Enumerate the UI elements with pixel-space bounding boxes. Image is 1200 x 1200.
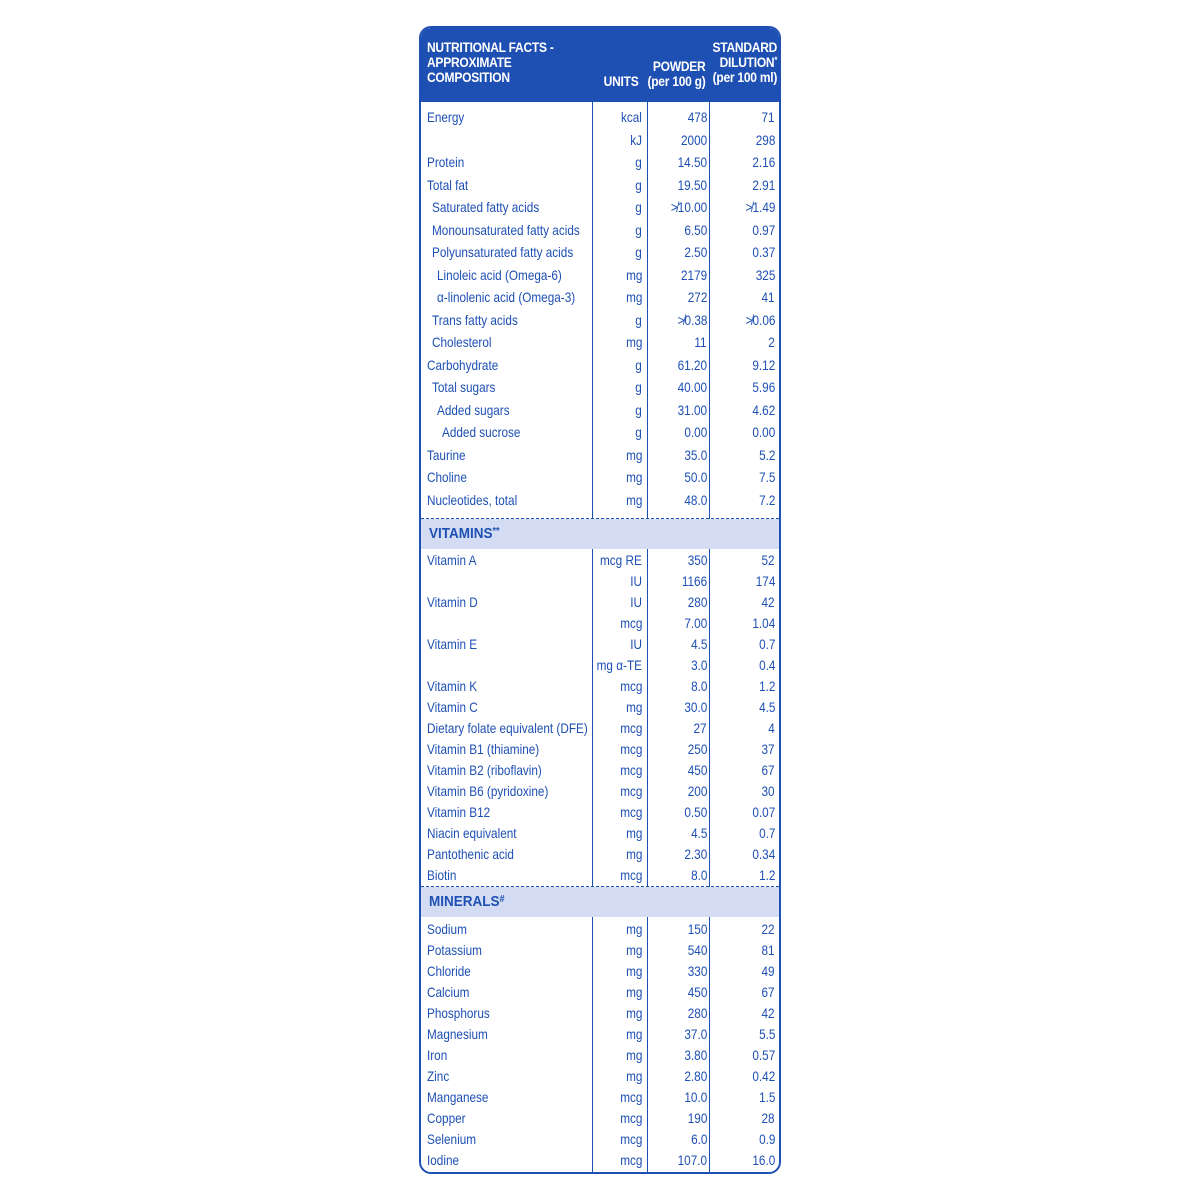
row-units: mg (625, 266, 642, 283)
minerals-section-label: MINERALS (429, 893, 500, 910)
table-row (421, 718, 779, 739)
row-label: Cholesterol (432, 334, 492, 350)
table-row (421, 354, 779, 377)
row-label: Vitamin K (427, 678, 478, 694)
row-label: Biotin (427, 867, 457, 883)
table-row (421, 940, 779, 961)
header-label: NUTRITIONAL FACTS - APPROXIMATE COMPOSITION (427, 39, 554, 85)
row-label: Copper (427, 1110, 466, 1126)
vitamins-section-title (429, 524, 500, 544)
row-powder-value: 11 (694, 334, 707, 350)
row-powder-value: 3.80 (684, 1047, 707, 1063)
header-powder: POWDER (per 100 g) (646, 58, 705, 89)
row-units: g (635, 199, 642, 215)
row-units: g (635, 356, 642, 373)
row-units: mcg (619, 1131, 642, 1147)
table-row (421, 309, 779, 332)
row-dilution-value: 5.5 (758, 1026, 775, 1042)
row-dilution-value: 1.2 (758, 867, 775, 883)
row-label: Potassium (427, 942, 482, 958)
table-row (421, 444, 779, 467)
row-units: mg (625, 334, 642, 350)
table-row (421, 919, 779, 940)
row-label: Vitamin B1 (thiamine) (427, 741, 540, 757)
row-powder-value: 280 (687, 594, 707, 610)
table-row (421, 1045, 779, 1066)
table-row (421, 982, 779, 1003)
table-row (421, 781, 779, 802)
table-row (421, 802, 779, 823)
header-dilution-mark: * (774, 55, 777, 65)
row-label: Vitamin B12 (427, 804, 491, 820)
row-powder-value: 2179 (680, 266, 707, 283)
row-label: Polyunsaturated fatty acids (432, 244, 574, 260)
row-powder-value: ≯0.38 (677, 311, 707, 328)
row-units: mg (625, 1026, 642, 1042)
table-row (421, 1150, 779, 1171)
row-label: Total fat (427, 176, 469, 193)
row-dilution-value: ≯1.49 (745, 199, 775, 215)
row-label: Selenium (427, 1131, 477, 1147)
row-dilution-value: 5.96 (752, 379, 775, 395)
row-powder-value: 2000 (680, 131, 707, 148)
row-label: Protein (427, 154, 465, 170)
row-powder-value: 6.0 (690, 1131, 707, 1147)
row-dilution-value: 2 (768, 334, 775, 350)
table-row (421, 739, 779, 760)
row-units: mg (625, 846, 642, 862)
row-dilution-value: 42 (761, 1005, 775, 1021)
row-label: Niacin equivalent (427, 825, 517, 841)
row-powder-value: 37.0 (684, 1026, 707, 1042)
vitamins-section (421, 519, 779, 549)
row-label: Zinc (427, 1068, 450, 1084)
row-powder-value: ≯10.00 (670, 199, 707, 215)
row-dilution-value: 52 (761, 552, 775, 568)
table-row (421, 1024, 779, 1045)
row-units: mg (625, 921, 642, 937)
row-label: Linoleic acid (Omega-6) (437, 266, 562, 283)
row-units: mcg (619, 1089, 642, 1105)
row-powder-value: 107.0 (677, 1152, 707, 1168)
row-powder-value: 190 (687, 1110, 707, 1126)
row-dilution-value: 0.42 (752, 1068, 775, 1084)
row-label: α-linolenic acid (Omega-3) (437, 289, 576, 305)
nutrition-facts-panel (419, 26, 781, 1174)
row-label: Added sucrose (442, 424, 521, 440)
row-units: mcg (619, 804, 642, 820)
header-dilution-sub: (per 100 ml) (712, 69, 777, 85)
row-units: mg (625, 1068, 642, 1084)
table-header (421, 28, 779, 102)
row-label: Vitamin B2 (riboflavin) (427, 762, 542, 778)
row-dilution-value: ≯0.06 (745, 311, 775, 328)
row-dilution-value: 0.57 (752, 1047, 775, 1063)
row-powder-value: 8.0 (690, 678, 707, 694)
row-units: mcg RE (600, 552, 642, 568)
table-row (421, 676, 779, 697)
row-powder-value: 4.5 (690, 636, 707, 652)
row-dilution-value: 49 (761, 963, 775, 979)
row-dilution-value: 71 (761, 109, 775, 125)
table-row (421, 151, 779, 174)
row-units: mcg (619, 720, 642, 736)
table-row (421, 466, 779, 489)
row-powder-value: 250 (687, 741, 707, 757)
row-label: Carbohydrate (427, 356, 499, 373)
row-powder-value: 0.00 (684, 424, 707, 440)
row-powder-value: 61.20 (677, 356, 707, 373)
row-units: mg α-TE (596, 657, 642, 673)
row-dilution-value: 4 (768, 720, 775, 736)
row-powder-value: 2.80 (684, 1068, 707, 1084)
table-row (421, 241, 779, 264)
row-units: g (635, 176, 642, 193)
row-dilution-value: 22 (761, 921, 775, 937)
table-row (421, 1066, 779, 1087)
row-label: Saturated fatty acids (432, 199, 540, 215)
row-label: Energy (427, 109, 465, 125)
row-dilution-value: 0.4 (758, 657, 775, 673)
row-units: mg (625, 942, 642, 958)
row-dilution-value: 9.12 (752, 356, 775, 373)
row-label: Magnesium (427, 1026, 488, 1042)
row-powder-value: 35.0 (684, 446, 707, 463)
vitamins-section-label: VITAMINS (429, 525, 493, 542)
row-units: mg (625, 825, 642, 841)
table-row (421, 697, 779, 718)
row-units: mcg (619, 867, 642, 883)
row-powder-value: 350 (687, 552, 707, 568)
header-dilution (712, 40, 777, 85)
row-label: Vitamin B6 (pyridoxine) (427, 783, 549, 799)
table-row (421, 760, 779, 781)
table-row (421, 961, 779, 982)
row-dilution-value: 67 (761, 984, 775, 1000)
row-units: mcg (619, 762, 642, 778)
row-powder-value: 31.00 (677, 401, 707, 418)
row-label: Sodium (427, 921, 467, 937)
table-row (421, 1003, 779, 1024)
row-units: mcg (619, 783, 642, 799)
row-powder-value: 2.50 (684, 244, 707, 260)
row-powder-value: 450 (687, 762, 707, 778)
row-powder-value: 0.50 (684, 804, 707, 820)
row-label: Vitamin D (427, 594, 478, 610)
row-dilution-value: 298 (755, 131, 775, 148)
row-units: g (635, 154, 642, 170)
row-label: Vitamin E (427, 636, 478, 652)
table-row (421, 592, 779, 613)
row-dilution-value: 0.00 (752, 424, 775, 440)
table-row (421, 129, 779, 152)
vitamins-section-mark: ** (492, 526, 500, 537)
row-label: Calcium (427, 984, 470, 1000)
minerals-section-title (429, 892, 505, 912)
row-units: IU (630, 594, 642, 610)
table-row (421, 823, 779, 844)
table-row (421, 865, 779, 886)
row-units: g (635, 244, 642, 260)
row-dilution-value: 4.62 (752, 401, 775, 418)
row-units: g (635, 401, 642, 418)
row-label: Trans fatty acids (432, 311, 518, 328)
minerals-section-mark: # (499, 894, 505, 905)
table-row (421, 1087, 779, 1108)
row-units: mg (625, 699, 642, 715)
row-dilution-value: 1.2 (758, 678, 775, 694)
table-row (421, 489, 779, 512)
row-dilution-value: 325 (755, 266, 775, 283)
row-label: Total sugars (432, 379, 496, 395)
row-powder-value: 450 (687, 984, 707, 1000)
row-dilution-value: 1.04 (752, 615, 775, 631)
row-dilution-value: 0.97 (752, 221, 775, 238)
row-dilution-value: 37 (761, 741, 775, 757)
table-row (421, 174, 779, 197)
row-dilution-value: 0.9 (758, 1131, 775, 1147)
row-dilution-value: 2.91 (752, 176, 775, 193)
row-dilution-value: 7.2 (758, 491, 775, 508)
row-units: g (635, 379, 642, 395)
row-dilution-value: 81 (761, 942, 775, 958)
row-powder-value: 3.0 (690, 657, 707, 673)
table-row (421, 655, 779, 676)
row-label: Manganese (427, 1089, 489, 1105)
row-label: Nucleotides, total (427, 491, 518, 508)
row-dilution-value: 2.16 (752, 154, 775, 170)
header-units: UNITS (604, 73, 639, 89)
row-powder-value: 6.50 (684, 221, 707, 238)
row-label: Chloride (427, 963, 471, 979)
row-label: Vitamin A (427, 552, 477, 568)
row-units: g (635, 311, 642, 328)
row-dilution-value: 1.5 (758, 1089, 775, 1105)
row-powder-value: 280 (687, 1005, 707, 1021)
row-units: mg (625, 1005, 642, 1021)
row-powder-value: 330 (687, 963, 707, 979)
row-units: mcg (619, 741, 642, 757)
row-powder-value: 14.50 (677, 154, 707, 170)
table-row (421, 844, 779, 865)
table-row (421, 286, 779, 309)
row-units: mcg (619, 678, 642, 694)
table-row (421, 1129, 779, 1150)
row-units: g (635, 221, 642, 238)
row-powder-value: 10.0 (684, 1089, 707, 1105)
row-powder-value: 2.30 (684, 846, 707, 862)
row-powder-value: 19.50 (677, 176, 707, 193)
row-units: IU (630, 573, 642, 589)
table-row (421, 219, 779, 242)
row-powder-value: 27 (693, 720, 707, 736)
row-units: mg (625, 1047, 642, 1063)
row-units: mg (625, 963, 642, 979)
table-row (421, 376, 779, 399)
row-dilution-value: 7.5 (758, 469, 775, 485)
row-powder-value: 48.0 (684, 491, 707, 508)
row-dilution-value: 30 (761, 783, 775, 799)
table-row (421, 634, 779, 655)
row-units: g (635, 424, 642, 440)
row-powder-value: 200 (687, 783, 707, 799)
row-powder-value: 7.00 (684, 615, 707, 631)
row-label: Dietary folate equivalent (DFE) (427, 720, 588, 736)
row-dilution-value: 5.2 (758, 446, 775, 463)
row-label: Added sugars (437, 401, 510, 418)
row-label: Iron (427, 1047, 448, 1063)
row-units: kJ (630, 131, 642, 148)
row-label: Vitamin C (427, 699, 478, 715)
row-dilution-value: 0.34 (752, 846, 775, 862)
row-dilution-value: 0.7 (758, 825, 775, 841)
row-dilution-value: 4.5 (758, 699, 775, 715)
table-row (421, 399, 779, 422)
table-row (421, 331, 779, 354)
row-units: mg (625, 984, 642, 1000)
row-units: mg (625, 491, 642, 508)
table-row (421, 571, 779, 592)
row-dilution-value: 16.0 (752, 1152, 775, 1168)
row-label: Monounsaturated fatty acids (432, 221, 580, 238)
row-units: mcg (619, 615, 642, 631)
table-row (421, 613, 779, 634)
row-dilution-value: 0.37 (752, 244, 775, 260)
row-powder-value: 540 (687, 942, 707, 958)
table-row (421, 550, 779, 571)
row-dilution-value: 41 (761, 289, 775, 305)
table-row (421, 196, 779, 219)
table-row (421, 264, 779, 287)
table-row (421, 421, 779, 444)
row-powder-value: 478 (687, 109, 707, 125)
row-dilution-value: 67 (761, 762, 775, 778)
row-powder-value: 30.0 (684, 699, 707, 715)
row-units: kcal (621, 109, 642, 125)
row-powder-value: 1166 (681, 573, 707, 589)
row-dilution-value: 28 (761, 1110, 775, 1126)
row-units: mg (625, 289, 642, 305)
table-row (421, 1108, 779, 1129)
header-dilution-title: STANDARD DILUTION (712, 39, 777, 70)
row-label: Choline (427, 469, 467, 485)
row-powder-value: 4.5 (690, 825, 707, 841)
row-label: Iodine (427, 1152, 460, 1168)
row-dilution-value: 0.7 (758, 636, 775, 652)
minerals-section (421, 887, 779, 917)
row-label: Taurine (427, 446, 466, 463)
row-label: Phosphorus (427, 1005, 490, 1021)
row-label: Pantothenic acid (427, 846, 514, 862)
table-row (421, 106, 779, 129)
row-units: mg (625, 469, 642, 485)
row-powder-value: 8.0 (690, 867, 707, 883)
row-dilution-value: 0.07 (752, 804, 775, 820)
row-powder-value: 272 (687, 289, 707, 305)
row-units: mcg (619, 1110, 642, 1126)
row-powder-value: 50.0 (684, 469, 707, 485)
row-units: mcg (619, 1152, 642, 1168)
row-units: IU (630, 636, 642, 652)
row-units: mg (625, 446, 642, 463)
row-dilution-value: 42 (761, 594, 775, 610)
row-dilution-value: 174 (755, 573, 775, 589)
row-powder-value: 40.00 (677, 379, 707, 395)
row-powder-value: 150 (687, 921, 707, 937)
